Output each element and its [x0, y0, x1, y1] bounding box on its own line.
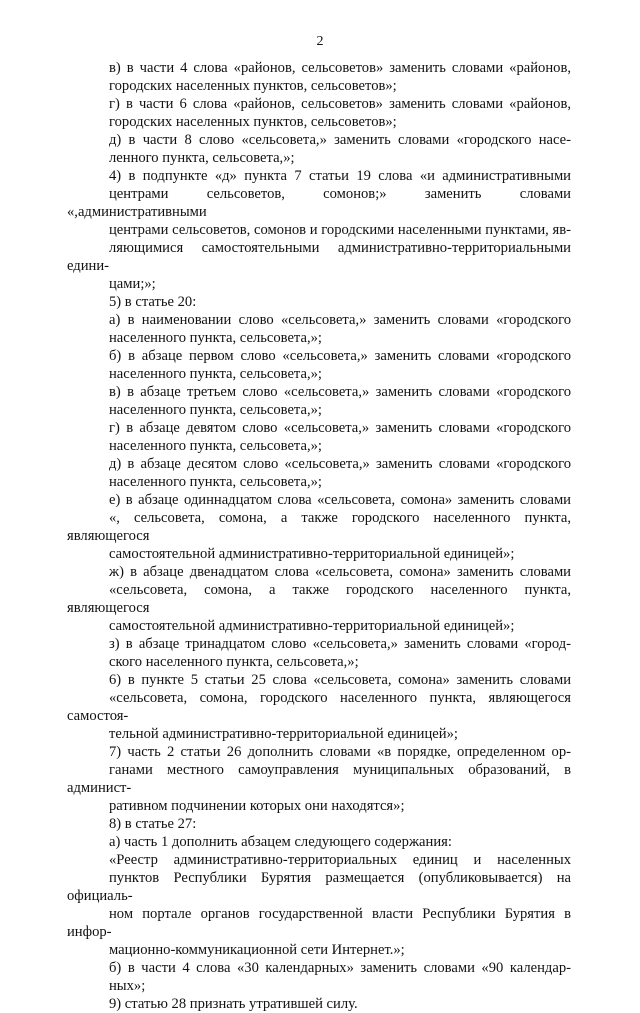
paragraph: [67, 743, 571, 815]
text-line: 4) в подпункте «д» пункта 7 статьи 19 слова «и административными: [109, 168, 571, 184]
paragraph: [67, 293, 571, 311]
text-line: населенного пункта, сельсовета,»;: [109, 366, 322, 382]
text-line: ративном подчинении которых они находятся»;: [109, 798, 405, 814]
text-line: в) в части 4 слова «районов, сельсоветов» заменить словами «районов,: [109, 60, 571, 76]
text-line: городских населенных пунктов, сельсоветов»;: [109, 114, 397, 130]
paragraph: [67, 491, 571, 563]
text-line: пунктов Республики Бурятия размещается (опубликовывается) на официаль-: [67, 870, 571, 904]
text-line: населенного пункта, сельсовета,»;: [109, 474, 322, 490]
text-line: ганами местного самоуправления муниципальных образований, в админист-: [67, 762, 571, 796]
paragraph: [67, 455, 571, 491]
text-line: а) часть 1 дополнить абзацем следующего содержания:: [109, 834, 452, 850]
text-line: центрами сельсоветов, сомонов;» заменить словами «,административными: [67, 186, 571, 220]
paragraph: [67, 815, 571, 833]
text-line: 7) часть 2 статьи 26 дополнить словами «в порядке, определенном ор-: [109, 744, 571, 760]
text-line: ляющимися самостоятельными административно-территориальными едини-: [67, 240, 571, 274]
text-line: а) в наименовании слово «сельсовета,» заменить словами «городского: [109, 312, 571, 328]
paragraph: [67, 95, 571, 131]
paragraph: [67, 959, 571, 995]
text-line: ского населенного пункта, сельсовета,»;: [109, 654, 359, 670]
text-line: населенного пункта, сельсовета,»;: [109, 438, 322, 454]
text-line: г) в абзаце девятом слово «сельсовета,» заменить словами «городского: [109, 420, 571, 436]
text-line: самостоятельной административно-территориальной единицей»;: [109, 546, 515, 562]
text-line: «сельсовета, сомона, а также городского населенного пункта, являющегося: [67, 582, 571, 616]
text-line: ных»;: [109, 978, 146, 994]
text-line: мационно-коммуникационной сети Интернет.»;: [109, 942, 405, 958]
text-line: з) в абзаце тринадцатом слово «сельсовета,» заменить словами «город-: [109, 636, 571, 652]
text-line: б) в абзаце первом слово «сельсовета,» заменить словами «городского: [109, 348, 571, 364]
text-line: г) в части 6 слова «районов, сельсоветов» заменить словами «районов,: [109, 96, 571, 112]
page-number: 2: [316, 34, 324, 49]
text-line: е) в абзаце одиннадцатом слова «сельсовета, сомона» заменить словами: [109, 492, 571, 508]
paragraph: [67, 419, 571, 455]
paragraph: [67, 131, 571, 167]
text-line: д) в части 8 слово «сельсовета,» заменить словами «городского насе-: [109, 132, 571, 148]
text-line: тельной административно-территориальной единицей»;: [109, 726, 458, 742]
paragraph: [67, 635, 571, 671]
text-line: самостоятельной административно-территориальной единицей»;: [109, 618, 515, 634]
text-line: ном портале органов государственной власти Республики Бурятия в инфор-: [67, 906, 571, 940]
paragraph: [67, 671, 571, 743]
text-line: населенного пункта, сельсовета,»;: [109, 330, 322, 346]
document-body: [67, 59, 571, 1013]
text-line: 8) в статье 27:: [109, 816, 197, 832]
text-line: центрами сельсоветов, сомонов и городскими населенными пунктами, яв-: [109, 222, 571, 238]
paragraph: [67, 851, 571, 959]
text-line: в) в абзаце третьем слово «сельсовета,» заменить словами «городского: [109, 384, 571, 400]
text-line: б) в части 4 слова «30 календарных» заменить словами «90 календар-: [109, 960, 571, 976]
paragraph: [67, 347, 571, 383]
paragraph: [67, 995, 571, 1013]
text-line: населенного пункта, сельсовета,»;: [109, 402, 322, 418]
text-line: «Реестр административно-территориальных единиц и населенных: [109, 852, 571, 868]
text-line: 9) статью 28 признать утратившей силу.: [109, 996, 358, 1012]
text-line: ленного пункта, сельсовета,»;: [109, 150, 295, 166]
text-line: «, сельсовета, сомона, а также городского населенного пункта, являющегося: [67, 510, 571, 544]
text-line: городских населенных пунктов, сельсоветов»;: [109, 78, 397, 94]
paragraph: [67, 563, 571, 635]
paragraph: [67, 833, 571, 851]
text-line: цами;»;: [109, 276, 156, 292]
text-line: 5) в статье 20:: [109, 294, 197, 310]
text-line: д) в абзаце десятом слово «сельсовета,» заменить словами «городского: [109, 456, 571, 472]
text-line: ж) в абзаце двенадцатом слова «сельсовета, сомона» заменить словами: [109, 564, 571, 580]
paragraph: [67, 383, 571, 419]
paragraph: [67, 167, 571, 293]
paragraph: [67, 311, 571, 347]
paragraph: [67, 59, 571, 95]
text-line: 6) в пункте 5 статьи 25 слова «сельсовета, сомона» заменить словами: [109, 672, 571, 688]
text-line: «сельсовета, сомона, городского населенного пункта, являющегося самостоя-: [67, 690, 571, 724]
